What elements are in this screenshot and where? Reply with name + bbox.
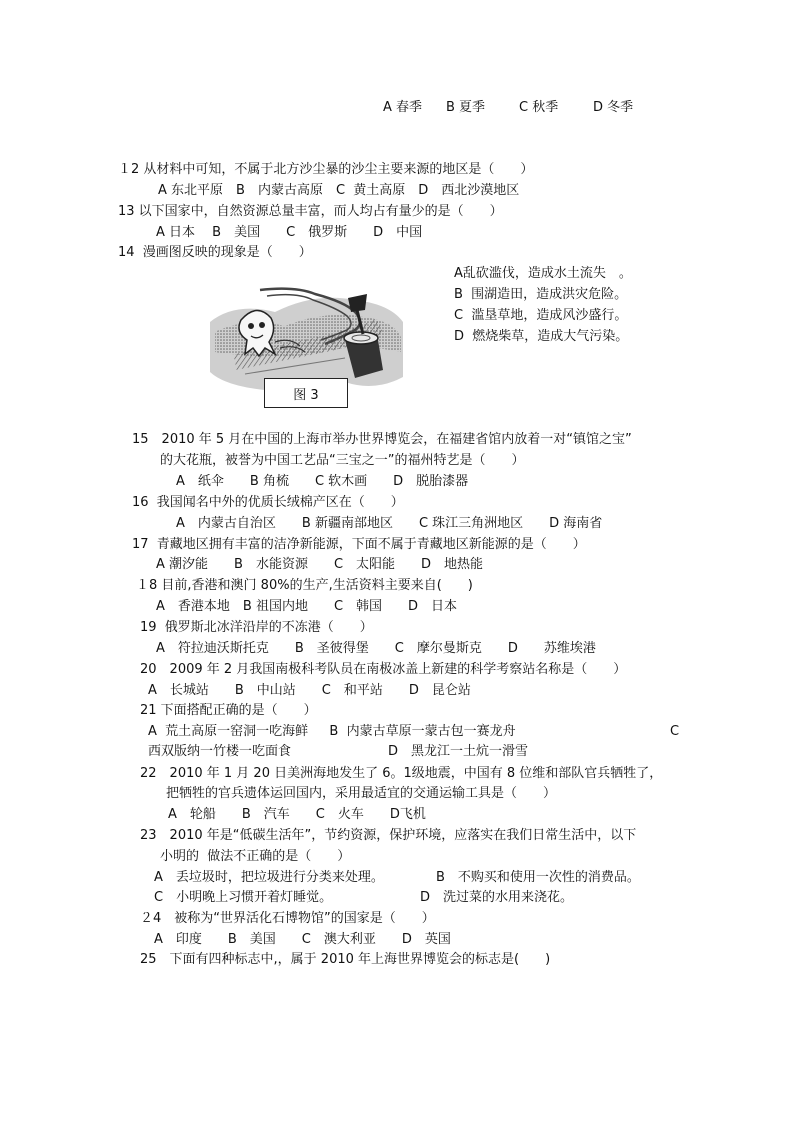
- q22-options: A 轮船 B 汽车 C 火车 D飞机: [168, 807, 426, 822]
- q14-stem: 14 漫画图反映的现象是（ ）: [118, 245, 312, 260]
- q15-options: A 纸伞 B 角梳 C 软木画 D 脱胎漆器: [176, 474, 469, 489]
- q23-option-d: D 洗过菜的水用来浇花。: [420, 890, 574, 905]
- q20-options: A 长城站 B 中山站 C 和平站 D 昆仑站: [148, 683, 471, 698]
- q21-stem: 21 下面搭配正确的是（ ）: [140, 703, 317, 718]
- q22-stem: 22 2010 年 1 月 20 日美洲海地发生了 6。1级地震，中国有 8 位维和部队官兵牺牲了，: [140, 766, 663, 781]
- q24-options: A 印度 B 美国 C 澳大利亚 D 英国: [154, 932, 451, 947]
- q21-option-c: 西双版纳一竹楼一吃面食: [148, 744, 292, 759]
- q16-options: A 内蒙古自治区 B 新疆南部地区 C 珠江三角洲地区 D 海南省: [176, 516, 603, 531]
- q23-stem: 23 2010 年是“低碳生活年”，节约资源，保护环境，应落实在我们日常生活中，以下: [140, 828, 637, 843]
- q23-option-c: C 小明晚上习惯开着灯睡觉。: [154, 890, 333, 905]
- q16-stem: 16 我国闻名中外的优质长绒棉产区在（ ）: [132, 495, 404, 510]
- q21-option-c-letter: C: [670, 724, 680, 739]
- q23-stem-continued: 小明的 做法不正确的是（ ）: [160, 849, 351, 864]
- q14-option-b: B 围湖造田，造成洪灾危险。: [454, 287, 628, 302]
- q23-option-b: B 不购买和使用一次性的消费品。: [436, 870, 640, 885]
- q18-stem: １8 目前,香港和澳门 80%的生产,生活资料主要来自( ): [136, 578, 473, 593]
- q17-options: A 潮汐能 B 水能资源 C 太阳能 D 地热能: [156, 557, 484, 572]
- q11-option-c: C 秋季: [519, 100, 559, 115]
- q11-option-b: B 夏季: [446, 100, 486, 115]
- q24-stem: ２4 被称为“世界活化石博物馆”的国家是（ ）: [140, 911, 435, 926]
- q13-stem: 13 以下国家中，自然资源总量丰富，而人均占有量少的是（ ）: [118, 204, 503, 219]
- q14-option-c: C 滥垦草地，造成风沙盛行。: [454, 308, 628, 323]
- q23-option-a: A 丢垃圾时，把垃圾进行分类来处理。: [154, 870, 384, 885]
- q17-stem: 17 青藏地区拥有丰富的洁净新能源，下面不属于青藏地区新能源的是（ ）: [132, 537, 586, 552]
- q19-stem: 19 俄罗斯北冰洋沿岸的不冻港（ ）: [140, 620, 373, 635]
- q14-option-d: D 燃烧柴草，造成大气污染。: [454, 329, 629, 344]
- q15-stem: 15 2010 年 5 月在中国的上海市举办世界博览会，在福建省馆内放着一对“镇馆之宝”: [132, 432, 632, 447]
- q20-stem: 20 2009 年 2 月我国南极科考队员在南极冰盖上新建的科学考察站名称是（ ）: [140, 662, 627, 677]
- q18-options: A 香港本地 B 祖国内地 C 韩国 D 日本: [156, 599, 458, 614]
- q12-options: A 东北平原 B 内蒙古高原 C 黄土高原 D 西北沙漠地区: [158, 183, 520, 198]
- q14-option-a: A乱砍滥伐，造成水土流失 。: [454, 266, 632, 281]
- q22-stem-continued: 把牺牲的官兵遗体运回国内，采用最适宜的交通运输工具是（ ）: [166, 786, 557, 801]
- q15-stem-continued: 的大花瓶，被誉为中国工艺品“三宝之一”的福州特艺是（ ）: [160, 453, 525, 468]
- q21-options-a-b: A 荒土高原一窑洞一吃海鲜 B 内蒙古草原一蒙古包一赛龙舟: [148, 724, 516, 739]
- q12-stem: １2 从材料中可知，不属于北方沙尘暴的沙尘主要来源的地区是（ ）: [118, 162, 534, 177]
- figure-label-text: 图 3: [293, 387, 319, 403]
- q11-option-d: D 冬季: [593, 100, 634, 115]
- q11-option-a: A 春季: [383, 100, 423, 115]
- q13-options: A 日本 B 美国 C 俄罗斯 D 中国: [156, 225, 423, 240]
- q25-stem: 25 下面有四种标志中,，属于 2010 年上海世界博览会的标志是( ): [140, 952, 551, 967]
- q21-option-d: D 黑龙江一土炕一滑雪: [388, 744, 529, 759]
- q19-options: A 符拉迪沃斯托克 B 圣彼得堡 C 摩尔曼斯克 D 苏维埃港: [156, 641, 596, 656]
- figure-label: [264, 378, 348, 408]
